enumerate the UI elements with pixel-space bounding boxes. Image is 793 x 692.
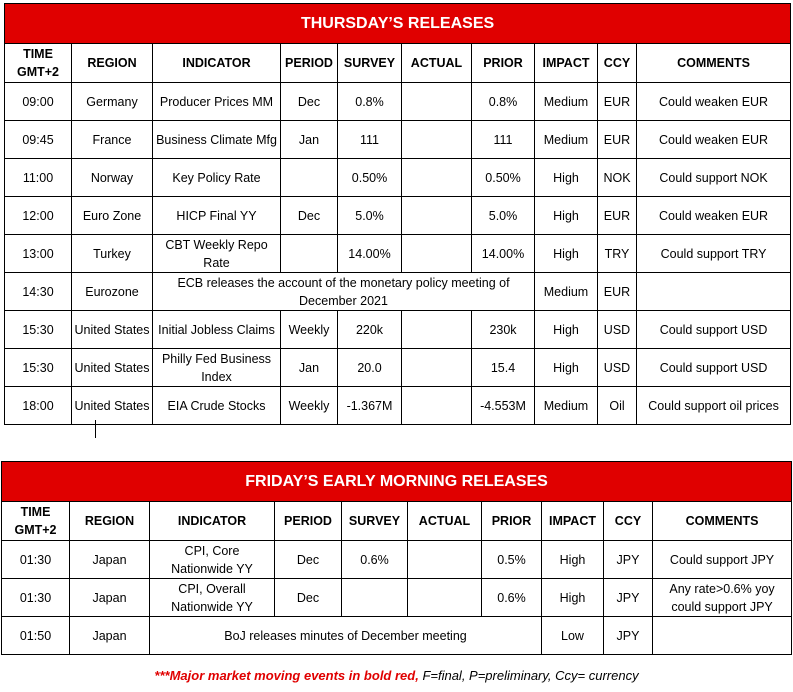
cell-survey: 0.6% <box>342 541 408 579</box>
cell-time: 14:30 <box>5 273 72 311</box>
column-header: IMPACT <box>542 502 604 541</box>
cell-region: United States <box>72 387 153 425</box>
cell-region: Euro Zone <box>72 197 153 235</box>
cell-impact: High <box>542 541 604 579</box>
cell-comments: Could weaken EUR <box>637 197 791 235</box>
cell-actual <box>402 387 472 425</box>
cell-impact: Medium <box>535 121 598 159</box>
column-header: COMMENTS <box>637 44 791 83</box>
cell-period <box>281 159 338 197</box>
cell-indicator: CPI, Core Nationwide YY <box>150 541 275 579</box>
cell-time: 09:00 <box>5 83 72 121</box>
column-header: INDICATOR <box>150 502 275 541</box>
cell-indicator: EIA Crude Stocks <box>153 387 281 425</box>
cell-period <box>281 235 338 273</box>
table-row <box>2 579 792 617</box>
cell-impact: High <box>535 349 598 387</box>
cell-time: 15:30 <box>5 349 72 387</box>
divider-line <box>95 420 96 438</box>
thursday-title: THURSDAY’S RELEASES <box>5 4 791 44</box>
footnote-legend: F=final, P=preliminary, Ccy= currency <box>418 668 639 683</box>
cell-prior: 14.00% <box>472 235 535 273</box>
cell-region: Eurozone <box>72 273 153 311</box>
column-header: REGION <box>72 44 153 83</box>
cell-comments: Could support JPY <box>653 541 792 579</box>
cell-indicator: Business Climate Mfg <box>153 121 281 159</box>
cell-period: Jan <box>281 121 338 159</box>
cell-indicator: CBT Weekly Repo Rate <box>153 235 281 273</box>
cell-impact: High <box>535 311 598 349</box>
column-header: TIME GMT+2 <box>5 44 72 83</box>
thursday-releases-table <box>4 3 791 425</box>
cell-ccy: TRY <box>598 235 637 273</box>
cell-region: Japan <box>70 579 150 617</box>
cell-survey: 220k <box>338 311 402 349</box>
cell-time: 11:00 <box>5 159 72 197</box>
thursday-header-row <box>5 44 791 83</box>
cell-time: 09:45 <box>5 121 72 159</box>
footnote-highlight: ***Major market moving events in bold red, <box>154 668 419 683</box>
cell-period: Dec <box>281 197 338 235</box>
cell-merged: ECB releases the account of the monetary policy meeting of December 2021 <box>153 273 535 311</box>
column-header: ACTUAL <box>408 502 482 541</box>
column-header: INDICATOR <box>153 44 281 83</box>
cell-indicator: Philly Fed Business Index <box>153 349 281 387</box>
cell-indicator: HICP Final YY <box>153 197 281 235</box>
cell-indicator: Key Policy Rate <box>153 159 281 197</box>
table-row <box>5 349 791 387</box>
friday-header-row <box>2 502 792 541</box>
cell-ccy: EUR <box>598 121 637 159</box>
cell-comments: Could weaken EUR <box>637 83 791 121</box>
cell-impact: Medium <box>535 387 598 425</box>
cell-ccy: JPY <box>604 541 653 579</box>
cell-region: Turkey <box>72 235 153 273</box>
cell-comments: Could support TRY <box>637 235 791 273</box>
cell-survey: -1.367M <box>338 387 402 425</box>
table-row <box>5 273 791 311</box>
cell-survey: 0.50% <box>338 159 402 197</box>
friday-title: FRIDAY’S EARLY MORNING RELEASES <box>2 462 792 502</box>
cell-time: 15:30 <box>5 311 72 349</box>
cell-ccy: USD <box>598 349 637 387</box>
cell-impact: High <box>535 159 598 197</box>
table-row <box>2 541 792 579</box>
cell-region: Norway <box>72 159 153 197</box>
cell-prior: 5.0% <box>472 197 535 235</box>
cell-impact: Medium <box>535 273 598 311</box>
cell-region: Japan <box>70 541 150 579</box>
thursday-body <box>5 83 791 425</box>
table-row <box>5 197 791 235</box>
cell-survey: 0.8% <box>338 83 402 121</box>
cell-survey <box>342 579 408 617</box>
column-header: PERIOD <box>275 502 342 541</box>
column-header: SURVEY <box>338 44 402 83</box>
cell-period: Dec <box>275 541 342 579</box>
column-header: CCY <box>604 502 653 541</box>
cell-ccy: EUR <box>598 273 637 311</box>
cell-comments: Could weaken EUR <box>637 121 791 159</box>
cell-actual <box>402 349 472 387</box>
cell-region: France <box>72 121 153 159</box>
cell-actual <box>402 83 472 121</box>
cell-comments <box>653 617 792 655</box>
cell-actual <box>402 159 472 197</box>
column-header: PRIOR <box>482 502 542 541</box>
cell-prior: 0.5% <box>482 541 542 579</box>
cell-actual <box>402 121 472 159</box>
cell-impact: High <box>542 579 604 617</box>
table-row <box>5 159 791 197</box>
cell-period: Weekly <box>281 387 338 425</box>
cell-survey: 20.0 <box>338 349 402 387</box>
cell-impact: Medium <box>535 83 598 121</box>
cell-ccy: Oil <box>598 387 637 425</box>
cell-time: 01:50 <box>2 617 70 655</box>
table-row <box>2 617 792 655</box>
column-header: CCY <box>598 44 637 83</box>
cell-survey: 14.00% <box>338 235 402 273</box>
cell-region: United States <box>72 349 153 387</box>
cell-period: Dec <box>281 83 338 121</box>
table-row <box>5 235 791 273</box>
cell-impact: High <box>535 235 598 273</box>
cell-prior: -4.553M <box>472 387 535 425</box>
cell-merged: BoJ releases minutes of December meeting <box>150 617 542 655</box>
cell-indicator: Producer Prices MM <box>153 83 281 121</box>
cell-comments: Could support oil prices <box>637 387 791 425</box>
friday-releases-table <box>1 461 792 655</box>
cell-impact: Low <box>542 617 604 655</box>
cell-impact: High <box>535 197 598 235</box>
table-row <box>5 83 791 121</box>
cell-survey: 111 <box>338 121 402 159</box>
cell-time: 01:30 <box>2 541 70 579</box>
column-header: PERIOD <box>281 44 338 83</box>
friday-body <box>2 541 792 655</box>
cell-indicator: CPI, Overall Nationwide YY <box>150 579 275 617</box>
cell-prior: 0.8% <box>472 83 535 121</box>
cell-time: 01:30 <box>2 579 70 617</box>
cell-ccy: EUR <box>598 83 637 121</box>
cell-time: 18:00 <box>5 387 72 425</box>
cell-indicator: Initial Jobless Claims <box>153 311 281 349</box>
cell-period: Dec <box>275 579 342 617</box>
cell-ccy: EUR <box>598 197 637 235</box>
column-header: IMPACT <box>535 44 598 83</box>
cell-prior: 230k <box>472 311 535 349</box>
cell-actual <box>408 579 482 617</box>
table-row <box>5 311 791 349</box>
cell-comments <box>637 273 791 311</box>
cell-ccy: JPY <box>604 579 653 617</box>
cell-survey: 5.0% <box>338 197 402 235</box>
cell-comments: Any rate>0.6% yoy could support JPY <box>653 579 792 617</box>
cell-comments: Could support USD <box>637 349 791 387</box>
cell-comments: Could support NOK <box>637 159 791 197</box>
column-header: ACTUAL <box>402 44 472 83</box>
cell-actual <box>402 197 472 235</box>
cell-ccy: USD <box>598 311 637 349</box>
footnote <box>0 668 793 683</box>
cell-region: Japan <box>70 617 150 655</box>
column-header: TIME GMT+2 <box>2 502 70 541</box>
cell-time: 12:00 <box>5 197 72 235</box>
cell-comments: Could support USD <box>637 311 791 349</box>
cell-ccy: NOK <box>598 159 637 197</box>
cell-actual <box>402 311 472 349</box>
cell-prior: 0.50% <box>472 159 535 197</box>
cell-prior: 0.6% <box>482 579 542 617</box>
column-header: SURVEY <box>342 502 408 541</box>
cell-period: Weekly <box>281 311 338 349</box>
column-header: REGION <box>70 502 150 541</box>
cell-time: 13:00 <box>5 235 72 273</box>
cell-region: United States <box>72 311 153 349</box>
cell-region: Germany <box>72 83 153 121</box>
cell-period: Jan <box>281 349 338 387</box>
cell-prior: 111 <box>472 121 535 159</box>
cell-prior: 15.4 <box>472 349 535 387</box>
table-row <box>5 387 791 425</box>
table-row <box>5 121 791 159</box>
cell-ccy: JPY <box>604 617 653 655</box>
cell-actual <box>408 541 482 579</box>
column-header: PRIOR <box>472 44 535 83</box>
column-header: COMMENTS <box>653 502 792 541</box>
cell-actual <box>402 235 472 273</box>
